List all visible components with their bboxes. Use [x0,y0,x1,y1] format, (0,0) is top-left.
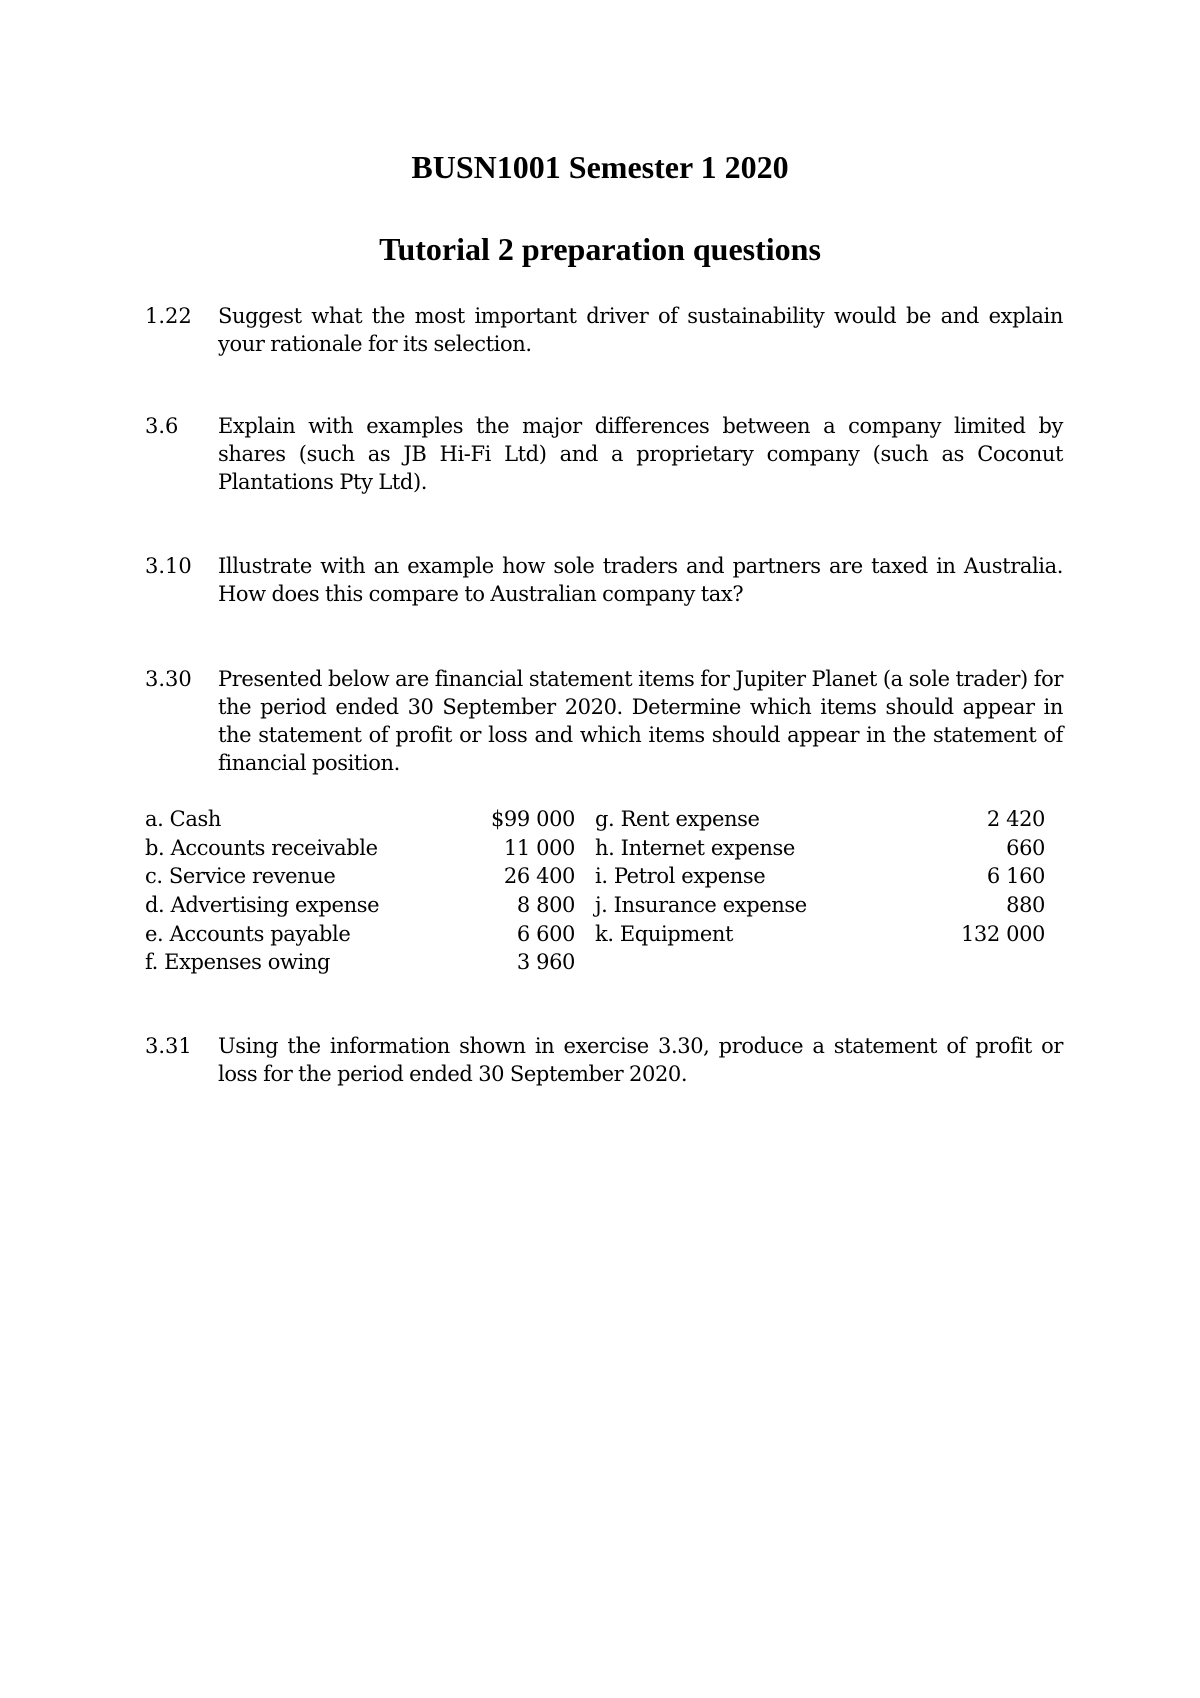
item-amount: 3 960 [516,950,575,975]
item-label: d. Advertising expense [145,893,380,918]
item-amount: 132 000 [960,921,1045,946]
item-label: c. Service revenue [145,864,336,889]
question-number: 3.31 [145,1034,192,1058]
items-column-left [145,805,575,977]
page-subtitle: Tutorial 2 preparation questions [379,231,821,267]
item-label: k. Equipment [595,921,734,946]
question-number: 3.6 [145,414,179,438]
list-item [595,891,1045,920]
question-3-30 [145,665,1063,777]
question-text: Presented below are financial statement items for Jupiter Planet (a sole trader) for the period ended 30 September 2020. Determine which items should appear in the statement of profit or loss and which items should appear in the statement of financial position. [218,667,1063,775]
item-amount: 880 [1006,893,1045,918]
list-item [145,891,575,920]
list-item [595,805,1045,834]
question-text: Illustrate with an example how sole traders and partners are taxed in Australia. How does this compare to Australian company tax? [218,554,1063,606]
item-label: f. Expenses owing [145,950,331,975]
question-1-22 [145,302,1063,358]
item-label: g. Rent expense [595,807,760,831]
item-amount: $99 000 [490,807,575,831]
course-title: BUSN1001 Semester 1 2020 [411,149,789,185]
item-label: i. Petrol expense [595,864,766,889]
question-number: 3.30 [145,667,192,691]
item-label: b. Accounts receivable [145,835,378,860]
item-amount: 660 [1006,835,1045,860]
list-item [595,862,1045,891]
question-number: 1.22 [145,304,192,328]
list-item [145,805,575,834]
list-item [145,948,575,977]
items-column-right [595,805,1045,948]
list-item [145,834,575,863]
list-item [595,834,1045,863]
item-label: e. Accounts payable [145,921,351,946]
item-amount: 6 160 [986,864,1045,889]
item-label: h. Internet expense [595,835,795,860]
item-amount: 11 000 [503,835,575,860]
question-text: Explain with examples the major differences between a company limited by shares (such as JB Hi-Fi Ltd) and a proprietary company (such as Coconut Plantations Pty Ltd). [218,414,1063,494]
item-label: a. Cash [145,807,221,831]
question-3-10 [145,552,1063,608]
question-number: 3.10 [145,554,192,578]
question-text: Suggest what the most important driver of sustainability would be and explain your rationale for its selection. [218,304,1063,356]
item-amount: 8 800 [516,893,575,918]
list-item [145,920,575,949]
item-label: j. Insurance expense [595,893,807,918]
question-text: Using the information shown in exercise 3.30, produce a statement of profit or loss for the period ended 30 September 2020. [218,1034,1063,1086]
list-item [145,862,575,891]
question-3-6 [145,412,1063,496]
list-item [595,920,1045,949]
question-3-31 [145,1032,1063,1088]
item-amount: 2 420 [986,807,1045,831]
item-amount: 6 600 [516,921,575,946]
item-amount: 26 400 [503,864,575,889]
